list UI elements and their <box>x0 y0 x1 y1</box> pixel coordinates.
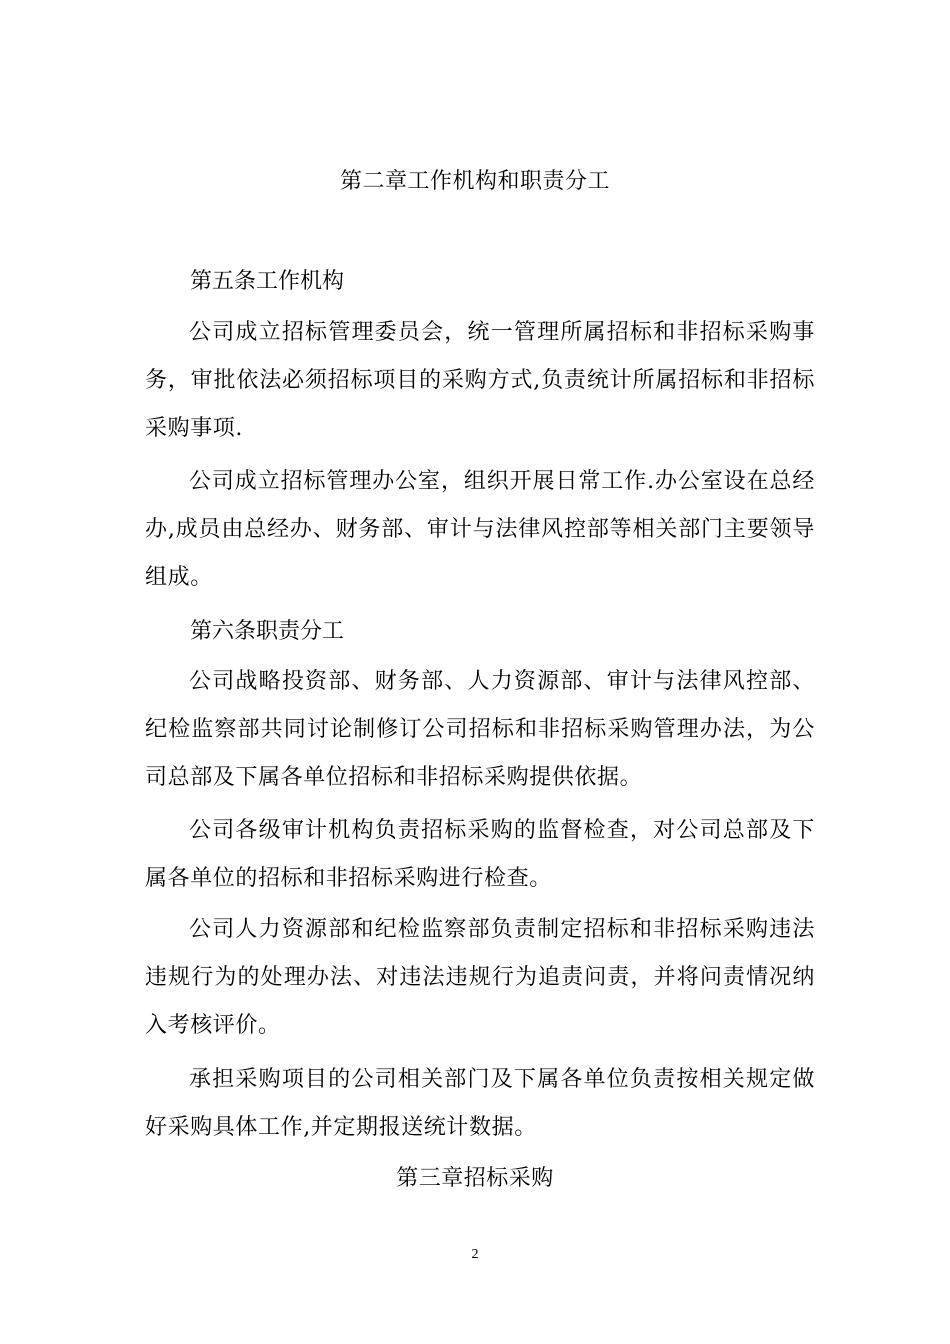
paragraph: 公司战略投资部、财务部、人力资源部、审计与法律风控部、纪检监察部共同讨论制修订公司招标和非招标采购管理办法，为公司总部及下属各单位招标和非招标采购提供依据。 <box>145 669 815 790</box>
paragraph: 公司成立招标管理办公室，组织开展日常工作.办公室设在总经办,成员由总经办、财务部、审计与法律风控部等相关部门主要领导组成。 <box>145 469 815 590</box>
chapter-heading: 第二章工作机构和职责分工 <box>339 169 610 194</box>
paragraph: 公司人力资源部和纪检监察部负责制定招标和非招标采购违法违规行为的处理办法、对违法违规行为追责问责，并将问责情况纳入考核评价。 <box>145 917 815 1038</box>
page-number: 2 <box>471 1247 479 1262</box>
article-heading: 第五条工作机构 <box>190 269 345 294</box>
article-heading: 第六条职责分工 <box>190 619 345 644</box>
paragraph: 承担采购项目的公司相关部门及下属各单位负责按相关规定做好采购具体工作,并定期报送统计数据。 <box>145 1067 815 1140</box>
chapter-heading: 第三章招标采购 <box>396 1166 554 1191</box>
paragraph: 公司成立招标管理委员会，统一管理所属招标和非招标采购事务，审批依法必须招标项目的采购方式,负责统计所属招标和非招标采购事项. <box>145 320 815 441</box>
paragraph: 公司各级审计机构负责招标采购的监督检查，对公司总部及下属各单位的招标和非招标采购进行检查。 <box>145 818 815 891</box>
